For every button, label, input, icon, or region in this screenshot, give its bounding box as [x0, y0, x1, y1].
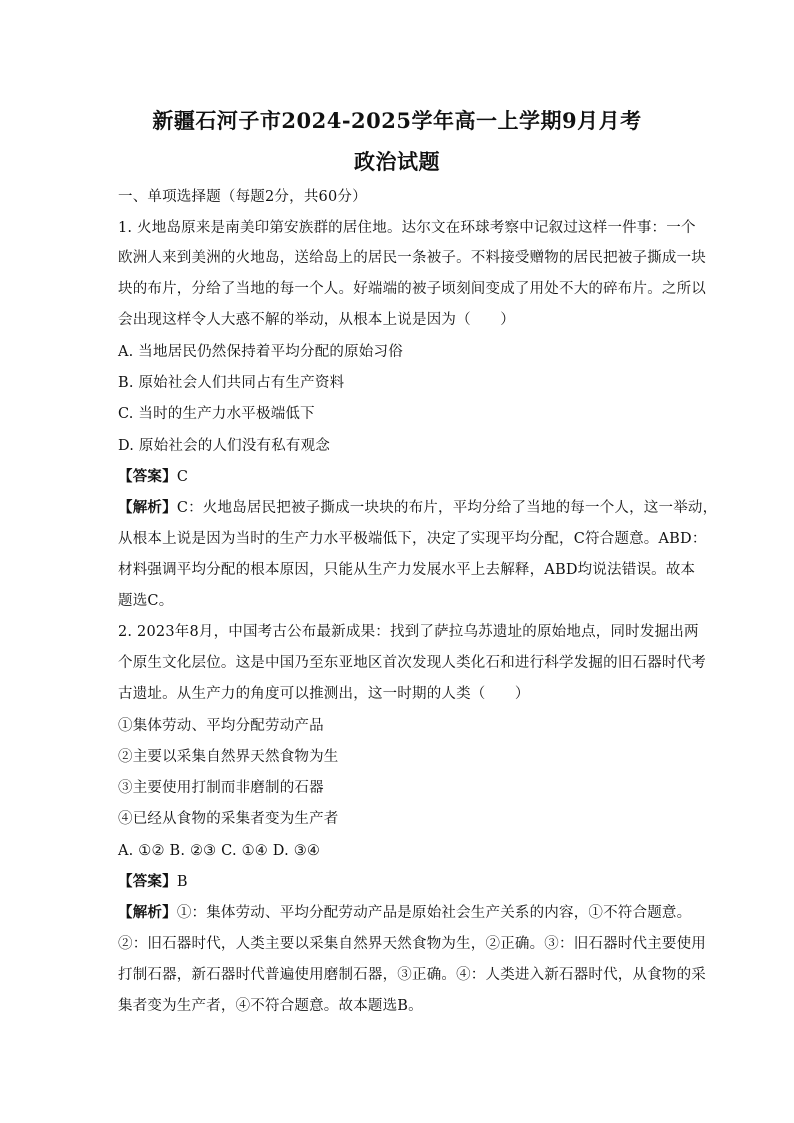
section-heading: 一、单项选择题（每题2分，共60分） — [118, 189, 367, 205]
question-2-stem-line-3: 古遗址。从生产力的角度可以推测出，这一时期的人类（ ） — [118, 686, 530, 702]
question-1-answer — [118, 467, 678, 487]
question-2-answer — [118, 872, 678, 892]
question-2-statement-4: ④已经从食物的采集者变为生产者 — [118, 811, 339, 827]
question-1-option-c: C. 当时的生产力水平极端低下 — [118, 406, 315, 422]
document-subtitle: 政治试题 — [354, 149, 440, 174]
question-1-analysis-line-2: 从根本上说是因为当时的生产力水平极端低下，决定了实现平均分配，C符合题意。ABD： — [118, 531, 707, 547]
question-1-analysis-line-4: 题选C。 — [118, 593, 174, 609]
question-2-analysis-line-3: 打制石器，新石器时代普遍使用磨制石器，③正确。④：人类进入新石器时代，从食物的采 — [118, 967, 706, 983]
question-1-option-d: D. 原始社会的人们没有私有观念 — [118, 438, 331, 454]
question-1-option-a: A. 当地居民仍然保持着平均分配的原始习俗 — [118, 344, 403, 360]
answer-tag: 【答案】 — [118, 873, 177, 890]
question-2-analysis-line-4: 集者变为生产者，④不符合题意。故本题选B。 — [118, 998, 423, 1014]
document-title: 新疆石河子市2024-2025学年高一上学期9月月考 — [152, 108, 642, 133]
question-1-analysis-line-3: 材料强调平均分配的根本原因，只能从生产力发展水平上去解释，ABD均说法错误。故本 — [118, 562, 696, 578]
analysis-text: ①：集体劳动、平均分配劳动产品是原始社会生产关系的内容，①不符合题意。 — [176, 905, 692, 921]
question-2-statement-3: ③主要使用打制而非磨制的石器 — [118, 780, 324, 796]
analysis-tag: 【解析】 — [118, 904, 177, 921]
analysis-tag: 【解析】 — [118, 499, 177, 516]
question-2-statement-2: ②主要以采集自然界天然食物为生 — [118, 749, 339, 765]
analysis-text: C：火地岛居民把被子撕成一块块的布片，平均分给了当地的每一个人，这一举动， — [176, 500, 718, 516]
question-1-option-b: B. 原始社会人们共同占有生产资料 — [118, 375, 345, 391]
answer-value: C — [176, 469, 189, 485]
question-1-stem-line-2: 欧洲人来到美洲的火地岛，送给岛上的居民一条被子。不料接受赠物的居民把被子撕成一块 — [118, 250, 706, 266]
question-2-analysis-line-1 — [118, 903, 692, 923]
question-2-stem-line-1: 2. 2023年8月，中国考古公布最新成果：找到了萨拉乌苏遗址的原始地点，同时发掘出两 — [118, 624, 699, 640]
answer-value: B — [176, 874, 188, 890]
question-2-stem-line-2: 个原生文化层位。这是中国乃至东亚地区首次发现人类化石和进行科学发掘的旧石器时代考 — [118, 655, 706, 671]
question-2-analysis-line-2: ②：旧石器时代，人类主要以采集自然界天然食物为生，②正确。③：旧石器时代主要使用 — [118, 936, 706, 952]
question-1-stem-line-4: 会出现这样令人大惑不解的举动，从根本上说是因为（ ） — [118, 312, 515, 328]
question-1-analysis-line-1 — [118, 498, 718, 518]
question-2-statement-1: ①集体劳动、平均分配劳动产品 — [118, 718, 324, 734]
question-2-choices: A. ①② B. ②③ C. ①④ D. ③④ — [118, 843, 321, 859]
question-1-stem-line-3: 块的布片，分给了当地的每一个人。好端端的被子顷刻间变成了用处不大的碎布片。之所以 — [118, 281, 706, 297]
question-1-stem-line-1: 1. 火地岛原来是南美印第安族群的居住地。达尔文在环球考察中记叙过这样一件事：一个 — [118, 220, 696, 236]
answer-tag: 【答案】 — [118, 468, 177, 485]
